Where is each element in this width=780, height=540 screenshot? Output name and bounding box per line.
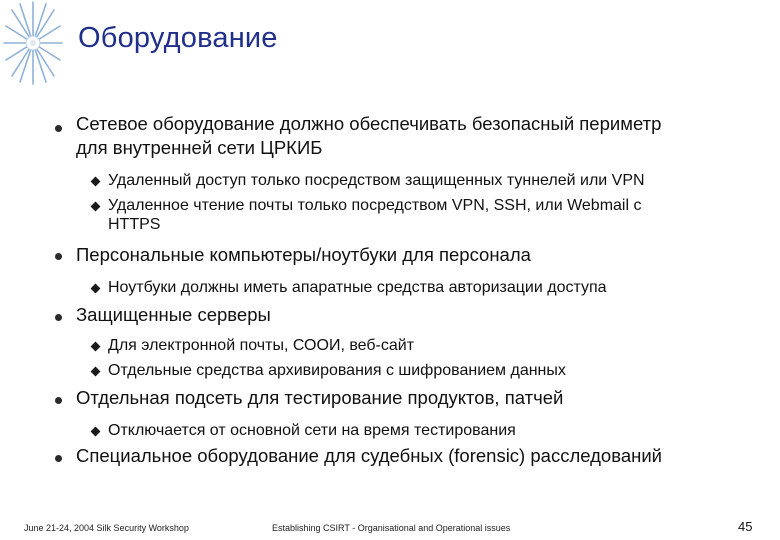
bullet-2-line1: Персональные компьютеры/ноутбуки для персонала — [76, 244, 531, 265]
diamond-bullet-icon — [91, 367, 101, 377]
bullet-1-line2: для внутренней сети ЦРКИБ — [76, 137, 323, 158]
footer-workshop: June 21-24, 2004 Silk Security Workshop — [24, 523, 189, 533]
bullet-dot-icon — [55, 397, 62, 404]
bullet-2-sub-1: Ноутбуки должны иметь апаратные средства авторизации доступа — [108, 279, 607, 296]
diamond-bullet-icon — [91, 202, 101, 212]
footer-presentation-title: Establishing CSIRT - Organisational and Operational issues — [272, 523, 511, 533]
bullet-dot-icon — [55, 253, 62, 260]
bullet-3-line1: Защищенные серверы — [76, 304, 271, 325]
bullet-dot-icon — [55, 314, 62, 321]
diamond-bullet-icon — [91, 342, 101, 352]
bullet-1-line1: Сетевое оборудование должно обеспечивать безопасный периметр — [76, 113, 662, 134]
bullet-3-sub-1: Для электронной почты, СООИ, веб-сайт — [108, 337, 415, 354]
bullet-4-line1: Отдельная подсеть для тестирование продуктов, патчей — [76, 387, 564, 408]
bullet-dot-icon — [55, 125, 62, 132]
page-number: 45 — [738, 519, 753, 534]
bullet-3-sub-2: Отдельные средства архивирования с шифрованием данных — [108, 362, 566, 379]
slide-title: Оборудование — [78, 22, 278, 54]
bullet-5-line1: Специальное оборудование для судебных (forensic) расследований — [76, 445, 662, 466]
bullet-1-sub-1: Удаленный доступ только посредством защищенных туннелей или VPN — [108, 172, 645, 189]
bullet-1-sub-2-line2: HTTPS — [108, 216, 161, 233]
diamond-bullet-icon — [91, 284, 101, 294]
bullet-dot-icon — [55, 455, 62, 462]
diamond-bullet-icon — [91, 177, 101, 187]
bullet-1-sub-2-line1: Удаленное чтение почты только посредством VPN, SSH, или Webmail с — [108, 197, 642, 214]
bullet-4-sub-1: Отключается от основной сети на время тестирования — [108, 422, 516, 439]
diamond-bullet-icon — [91, 427, 101, 437]
